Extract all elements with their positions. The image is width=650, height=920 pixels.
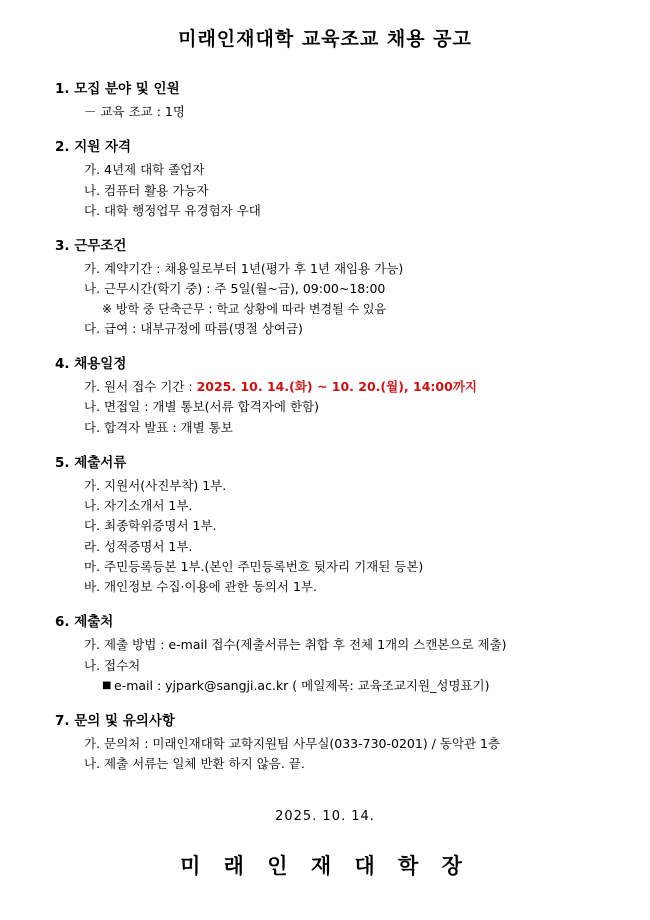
list-item: 다. 급여 : 내부규정에 따름(명절 상여금) <box>84 320 303 336</box>
section-heading: 6. 제출처 <box>55 614 114 631</box>
section-heading: 2. 지원 자격 <box>55 139 132 156</box>
list-item: 가. 문의처 : 미래인재대학 교학지원팀 사무실(033-730-0201) / 동악관 1층 <box>84 736 501 752</box>
list-item: 가. 제출 방법 : e-mail 접수(제출서류는 취합 후 전체 1개의 스캔본으로 제출) <box>84 637 507 653</box>
list-item-note: ※ 방학 중 단축근무 : 학교 상황에 따라 변경될 수 있음 <box>102 301 387 316</box>
list-item: 라. 성적증명서 1부. <box>84 538 193 554</box>
email-text: e-mail : yjpark@sangji.ac.kr ( 메일제목: 교육조교지원_성명표기) <box>114 677 490 693</box>
document-date: 2025. 10. 14. <box>275 808 375 824</box>
section-heading: 5. 제출서류 <box>55 454 127 471</box>
list-item: － 교육 조교 : 1명 <box>84 104 185 119</box>
section-working-conditions <box>40 234 610 339</box>
list-item-application-period <box>40 377 610 397</box>
section-heading: 1. 모집 분야 및 인원 <box>55 81 180 97</box>
list-item: 나. 컴퓨터 활용 가능자 <box>84 182 209 198</box>
list-item: 가. 계약기간 : 채용일로부터 1년(평가 후 1년 재임용 가능) <box>84 261 404 276</box>
section-heading: 4. 채용일정 <box>55 356 127 373</box>
list-item: 나. 근무시간(학기 중) : 주 5일(월~금), 09:00~18:00 <box>84 281 386 297</box>
section-submission <box>40 610 610 696</box>
list-item: 나. 제출 서류는 일체 반환 하지 않음. 끝. <box>84 756 305 772</box>
list-item: 마. 주민등록등본 1부.(본인 주민등록번호 뒷자리 기재된 등본) <box>84 558 424 574</box>
list-item: 나. 자기소개서 1부. <box>84 498 193 514</box>
section-heading: 7. 문의 및 유의사항 <box>55 713 175 730</box>
section-recruitment-field <box>40 77 610 122</box>
section-schedule <box>40 352 610 438</box>
list-item: 다. 합격자 발표 : 개별 통보 <box>84 419 233 435</box>
section-heading: 3. 근무조건 <box>55 238 127 254</box>
section-qualifications <box>40 135 610 221</box>
list-item-email <box>40 676 610 696</box>
list-item: 가. 4년제 대학 졸업자 <box>84 162 205 178</box>
square-bullet-icon: ■ <box>102 680 112 692</box>
list-item: 다. 최종학위증명서 1부. <box>84 518 217 534</box>
list-item: 나. 접수처 <box>84 657 141 673</box>
list-item: 바. 개인정보 수집·이용에 관한 동의서 1부. <box>84 579 317 595</box>
page-title: 미래인재대학 교육조교 채용 공고 <box>178 28 472 50</box>
list-item: 나. 면접일 : 개별 통보(서류 합격자에 한함) <box>84 399 319 415</box>
list-item: 가. 지원서(사진부착) 1부. <box>84 477 227 493</box>
section-inquiries <box>40 709 610 775</box>
application-period-value: 2025. 10. 14.(화) ~ 10. 20.(월), 14:00까지 <box>196 379 477 395</box>
list-item: 다. 대학 행정업무 유경험자 우대 <box>84 202 261 218</box>
application-period-label: 가. 원서 접수 기간 : <box>84 379 197 395</box>
document-signature: 미 래 인 재 대 학 장 <box>180 853 470 878</box>
section-required-documents <box>40 451 610 598</box>
